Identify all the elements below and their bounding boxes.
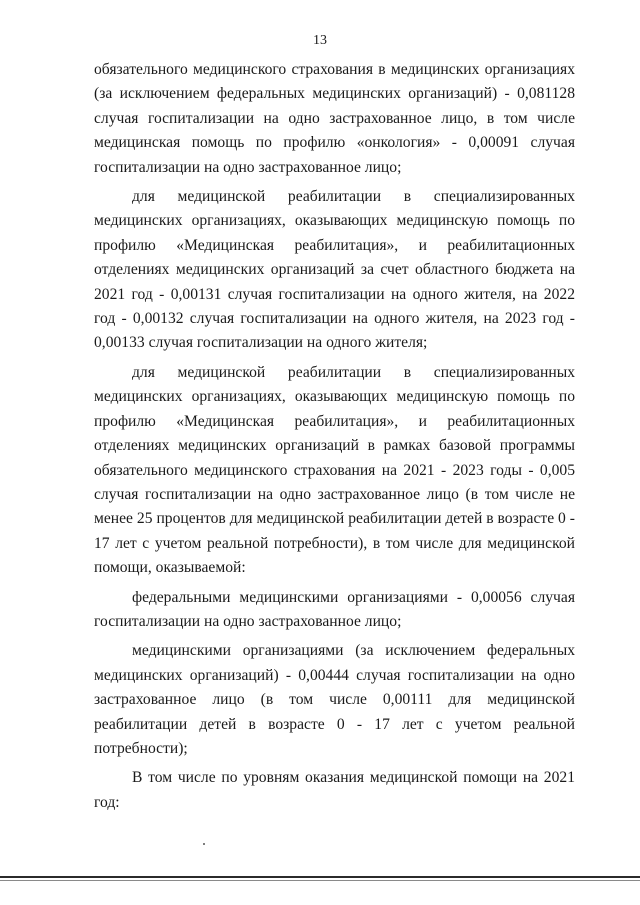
document-body bbox=[94, 58, 575, 815]
paragraph-federal-organizations: федеральными медицинскими организациями - 0,00056 случая госпитализации на одно застрахованное лицо; bbox=[94, 588, 575, 630]
scan-bottom-edge-shadow bbox=[0, 880, 640, 881]
paragraph-non-federal-organizations: медицинскими организациями (за исключением федеральных медицинских организаций) - 0,00444 случая госпитализации на одно застрахованное лицо (в том числе 0,00111 для медицинской реабилитации детей в возрасте 0 - 17 лет с учетом реальной потребности); bbox=[94, 642, 575, 757]
paragraph-continuation: обязательного медицинского страхования в медицинских организациях (за исключением федеральных медицинских организаций) - 0,081128 случая госпитализации на одно застрахованное лицо, в том числе медицинская помощь по профилю «онкология» - 0,00091 случая госпитализации на одно застрахованное лицо; bbox=[94, 61, 575, 176]
paragraph-care-levels: В том числе по уровням оказания медицинской помощи на 2021 год: bbox=[94, 769, 575, 811]
scan-speck bbox=[203, 843, 205, 845]
paragraph-rehab-oms: для медицинской реабилитации в специализированных медицинских организациях, оказывающих медицинскую помощь по профилю «Медицинская реабилитация», и реабилитационных отделениях медицинских организаций в рамках базовой программы обязательного медицинского страхования на 2021 - 2023 годы - 0,005 случая госпитализации на одно застрахованное лицо (в том числе не менее 25 процентов для медицинской реабилитации детей в возрасте 0 - 17 лет с учетом реальной потребности), в том числе для медицинской помощи, оказываемой: bbox=[94, 363, 575, 577]
scan-bottom-edge bbox=[0, 876, 640, 878]
paragraph-rehab-regional-budget: для медицинской реабилитации в специализированных медицинских организациях, оказывающих медицинскую помощь по профилю «Медицинская реабилитация», и реабилитационных отделениях медицинских организаций за счет областного бюджета на 2021 год - 0,00131 случая госпитализации на одного жителя, на 2022 год - 0,00132 случая госпитализации на одного жителя, на 2023 год - 0,00133 случая госпитализации на одного жителя; bbox=[94, 188, 575, 352]
page-number: 13 bbox=[313, 33, 327, 48]
